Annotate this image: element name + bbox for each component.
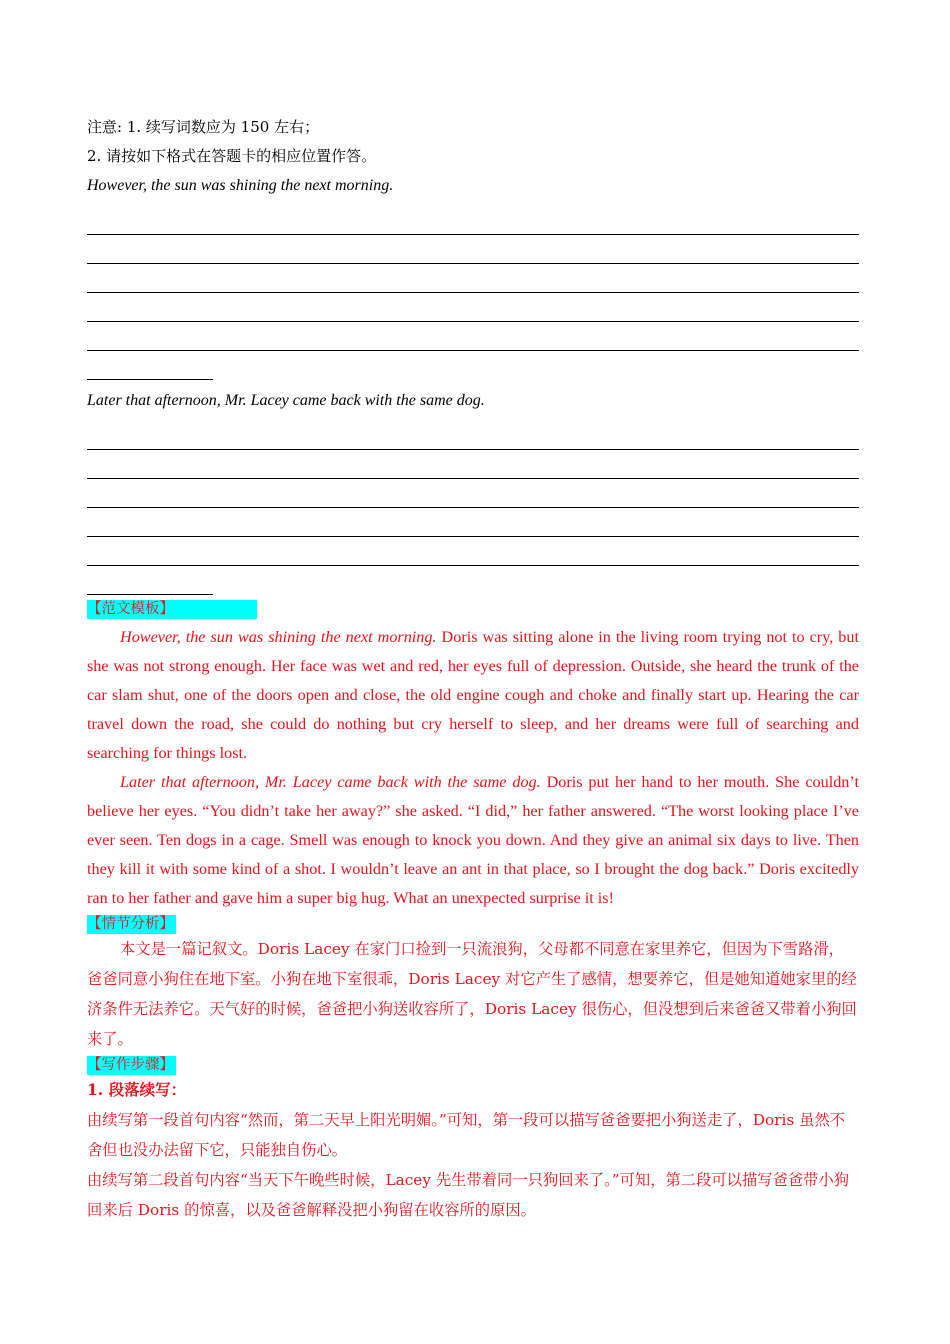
sample-p2-lead: Later that afternoon, Mr. Lacey came back with the same dog. (120, 773, 541, 791)
step-1-text: 由续写第一段首句内容“然而，第二天早上阳光明媚。”可知，第一段可以描写爸爸要把小狗送走了，Doris 虽然不舍但也没办法留下它，只能独自伤心。 (87, 1111, 846, 1159)
answer-line (87, 235, 859, 264)
answer-line (87, 450, 859, 479)
answer-line-short (87, 351, 213, 380)
sample-p1-body: Doris was sitting alone in the living room trying not to cry, but she was not strong enough. Her face was wet and red, her eyes full of depression. Outside, she heard the trunk of the car slam shut, one of the doors open and close, the old engine cough and choke and finally start up. Hearing the car travel down the road, she could do nothing but cry herself to sleep, and her dreams were full of searching and searching for things lost. (87, 628, 859, 762)
page-content (87, 113, 859, 1225)
analysis-tag: 【情节分析】 (87, 916, 174, 932)
step-2-text: 由续写第二段首句内容“当天下午晚些时候，Lacey 先生带着同一只狗回来了。”可知，第二段可以描写爸爸带小狗回来后 Doris 的惊喜，以及爸爸解释没把小狗留在收容所的原因。 (87, 1171, 850, 1219)
prompt-sentence-1: However, the sun was shining the next morning. (87, 177, 394, 194)
sample-paragraph-2 (87, 768, 859, 913)
sample-paragraph-1 (87, 623, 859, 768)
answer-line (87, 508, 859, 537)
note-line-1: 注意: 1. 续写词数应为 150 左右； (87, 118, 320, 136)
steps-tag: 【写作步骤】 (87, 1057, 174, 1073)
answer-line (87, 479, 859, 508)
steps-title: 1. 段落续写： (87, 1080, 187, 1099)
answer-line (87, 293, 859, 322)
answer-lines-2 (87, 421, 859, 595)
note-line-2: 2. 请按如下格式在答题卡的相应位置作答。 (87, 147, 377, 165)
answer-line (87, 206, 859, 235)
prompt-sentence-2: Later that afternoon, Mr. Lacey came back with the same dog. (87, 392, 485, 409)
answer-line-short (87, 566, 213, 595)
sample-p1-lead: However, the sun was shining the next morning. (120, 628, 437, 646)
answer-lines-1 (87, 206, 859, 380)
answer-line (87, 322, 859, 351)
answer-line (87, 421, 859, 450)
answer-line (87, 264, 859, 293)
analysis-text: 本文是一篇记叙文。Doris Lacey 在家门口捡到一只流浪狗，父母都不同意在家里养它，但因为下雪路滑，爸爸同意小狗住在地下室。小狗在地下室很乖，Doris Lacey 对它产生了感情，想要养它，但是她知道她家里的经济条件无法养它。天气好的时候，爸爸把小狗送收容所了，Doris Lacey 很伤心，但没想到后来爸爸又带着小狗回来了。 (87, 940, 857, 1048)
sample-tag: 【范文模板】 (87, 600, 257, 619)
answer-line (87, 537, 859, 566)
sample-p2-body: Doris put her hand to her mouth. She couldn’t believe her eyes. “You didn’t take her away?” she asked. “I did,” her father answered. “The worst looking place I’ve ever seen. Ten dogs in a cage. Smell was enough to knock you down. And they give an animal six days to live. Then they kill it with some kind of a shot. I wouldn’t leave an ant in that place, so I brought the dog back.” Doris excitedly ran to her father and gave him a super big hug. What an unexpected surprise it is! (87, 773, 859, 907)
